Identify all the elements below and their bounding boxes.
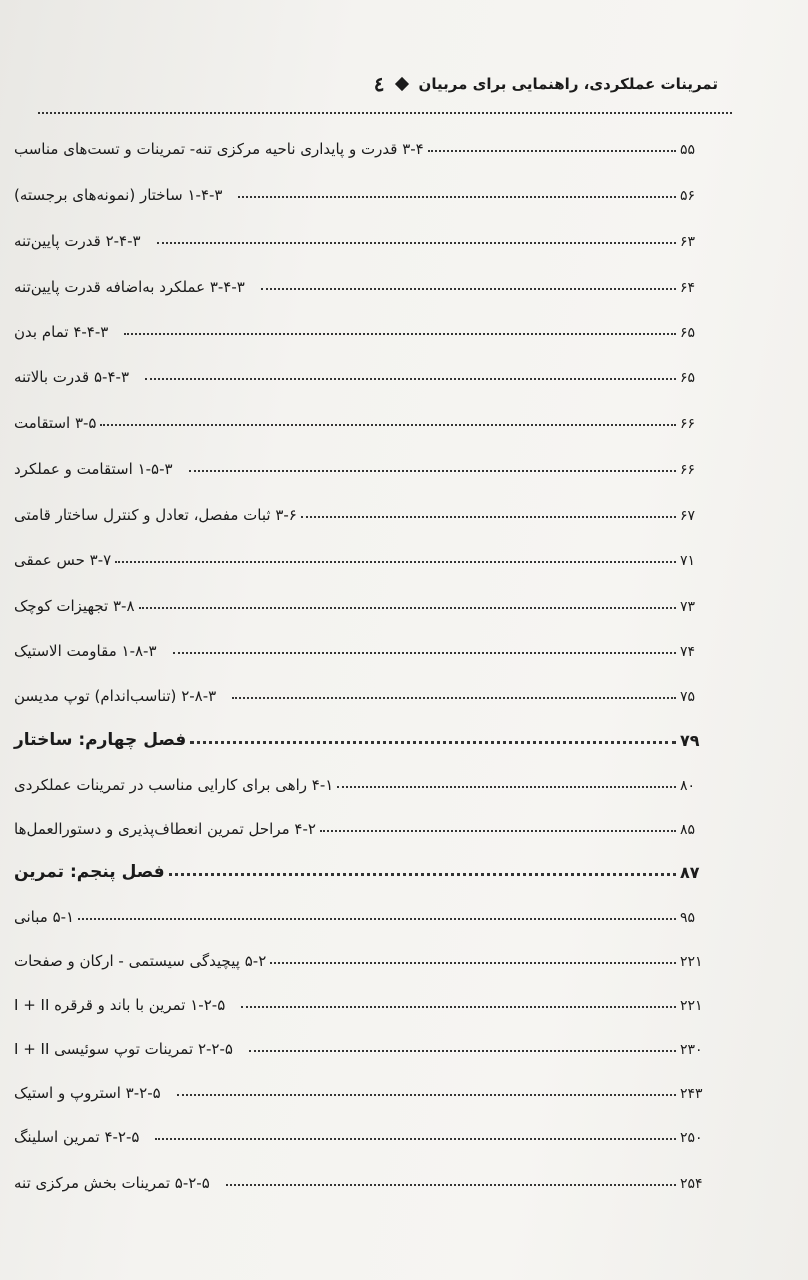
page-number: ٤ — [373, 72, 385, 96]
toc-row — [10, 984, 710, 1014]
toc-entry-title: ۳-۷ حس عمقی — [14, 551, 112, 569]
toc-chapter-row — [10, 852, 710, 882]
toc-row — [10, 896, 710, 926]
dot-leader — [320, 830, 676, 832]
running-header — [374, 72, 718, 96]
toc-row — [10, 356, 710, 386]
toc-row — [10, 675, 710, 705]
dot-leader — [337, 786, 676, 788]
dot-leader — [232, 697, 676, 699]
toc-row — [10, 808, 710, 838]
toc-entry-title: ۳-۲-۵ استروپ و استیک — [14, 1084, 161, 1102]
toc-row — [10, 174, 710, 204]
toc-entry-title: ۳-۴ قدرت و پایداری ناحیه مرکزی تنه- تمرینات و تست‌های مناسب — [14, 140, 424, 158]
toc-entry-title: فصل پنجم: تمرین — [14, 862, 165, 882]
toc-page-number: ۶۶ — [680, 416, 696, 432]
toc-chapter-row — [10, 720, 710, 750]
toc-row — [10, 220, 710, 250]
toc-entry-title: فصل چهارم: ساختار — [14, 730, 187, 750]
toc-entry-title: ۴-۲ مراحل تمرین انعطاف‌پذیری و دستورالعمل‌ها — [14, 820, 316, 838]
toc-page-number: ۲۵۰ — [680, 1130, 703, 1146]
dot-leader — [177, 1094, 676, 1096]
toc-page-number: ۲۲۱ — [680, 954, 703, 970]
dot-leader — [226, 1184, 676, 1186]
dot-leader — [155, 1138, 676, 1140]
dot-leader — [270, 962, 676, 964]
toc-row — [10, 1028, 710, 1058]
dot-leader — [145, 378, 676, 380]
dot-leader — [189, 470, 676, 472]
dot-leader — [115, 561, 676, 563]
toc-page-number: ۲۳۰ — [680, 1042, 703, 1058]
diamond-icon — [394, 77, 408, 91]
toc-page-number: ۲۴۳ — [680, 1086, 703, 1102]
toc-page-number: ۷۵ — [680, 689, 696, 705]
toc-entry-title: ۵-۲ پیچیدگی سیستمی - ارکان و صفحات — [14, 952, 267, 970]
toc-entry-title: ۳-۶ ثبات مفصل، تعادل و کنترل ساختار قامتی — [14, 506, 297, 524]
toc-row — [10, 402, 710, 432]
toc-page-number: ۸۵ — [680, 822, 696, 838]
toc-entry-title: ۴-۲-۵ تمرین اسلینگ — [14, 1128, 140, 1146]
dot-leader — [169, 873, 676, 876]
toc-page-number: ۶۳ — [680, 234, 696, 250]
toc-entry-title: ۴-۴-۳ تمام بدن — [14, 323, 109, 341]
toc-page-number: ۶۷ — [680, 508, 696, 524]
toc-entry-title: ۵-۱ مبانی — [14, 908, 75, 926]
toc-page-number: ۷۹ — [680, 731, 700, 750]
toc-entry-title: ۲-۴-۳ قدرت پایین‌تنه — [14, 232, 141, 250]
toc-row — [10, 585, 710, 615]
toc-row — [10, 128, 710, 158]
toc-page-number: ۲۲۱ — [680, 998, 703, 1014]
dot-leader — [139, 607, 676, 609]
toc-page-number: ۵۵ — [680, 142, 696, 158]
dot-leader — [249, 1050, 676, 1052]
toc-page-number: ۹۵ — [680, 910, 696, 926]
toc-entry-title: ۱-۵-۳ استقامت و عملکرد — [14, 460, 173, 478]
dot-leader — [190, 741, 676, 744]
toc-page-number: ۷۴ — [680, 644, 696, 660]
running-title: تمرینات عملکردی، راهنمایی برای مربیان — [418, 75, 718, 93]
dot-leader — [241, 1006, 676, 1008]
toc-row — [10, 1072, 710, 1102]
toc-row — [10, 940, 710, 970]
dot-leader — [100, 424, 676, 426]
toc-page-number: ۶۴ — [680, 280, 696, 296]
toc-entry-title: ۳-۸ تجهیزات کوچک — [14, 597, 135, 615]
toc-entry-title: ۱-۲-۵ تمرین با باند و قرقره I + II — [14, 996, 226, 1014]
dot-leader — [124, 333, 676, 335]
toc-entry-title: ۱-۸-۳ مقاومت الاستیک — [14, 642, 157, 660]
toc-row — [10, 266, 710, 296]
toc-row — [10, 448, 710, 478]
dot-leader — [238, 196, 676, 198]
toc-row — [10, 764, 710, 794]
toc-page-number: ۶۶ — [680, 462, 696, 478]
toc-page-number: ۷۱ — [680, 553, 696, 569]
toc-entry-title: ۵-۲-۵ تمرینات بخش مرکزی تنه — [14, 1174, 210, 1192]
toc-row — [10, 1116, 710, 1146]
toc-entry-title: ۱-۴-۳ ساختار (نمونه‌های برجسته) — [14, 186, 223, 204]
toc-row — [10, 311, 710, 341]
toc-page-number: ۶۵ — [680, 325, 696, 341]
toc-entry-title: ۳-۴-۳ عملکرد به‌اضافه قدرت پایین‌تنه — [14, 278, 245, 296]
toc-row — [10, 539, 710, 569]
toc-row — [10, 494, 710, 524]
toc-page-number: ۸۰ — [680, 778, 696, 794]
toc-entry-title: ۵-۴-۳ قدرت بالاتنه — [14, 368, 129, 386]
toc-page-number: ۵۶ — [680, 188, 696, 204]
toc-entry-title: ۴-۱ راهی برای کارایی مناسب در تمرینات عملکردی — [14, 776, 334, 794]
toc-entry-title: ۲-۸-۳ (تناسب‌اندام) توپ مدیسن — [14, 687, 217, 705]
dot-leader — [173, 652, 676, 654]
dot-leader — [301, 516, 676, 518]
dot-leader — [78, 918, 676, 920]
dot-leader — [428, 150, 676, 152]
toc-page-number: ۲۵۴ — [680, 1176, 703, 1192]
dot-leader — [157, 242, 676, 244]
toc-row — [10, 630, 710, 660]
dot-leader — [261, 288, 676, 290]
toc-entry-title: ۲-۲-۵ تمرینات توپ سوئیسی I + II — [14, 1040, 233, 1058]
toc-entry-title: ۳-۵ استقامت — [14, 414, 97, 432]
toc-page-number: ۶۵ — [680, 370, 696, 386]
toc-page-number: ۸۷ — [680, 863, 700, 882]
toc-row — [10, 1162, 710, 1192]
toc-page-number: ۷۳ — [680, 599, 696, 615]
header-dotted-rule — [38, 112, 732, 114]
